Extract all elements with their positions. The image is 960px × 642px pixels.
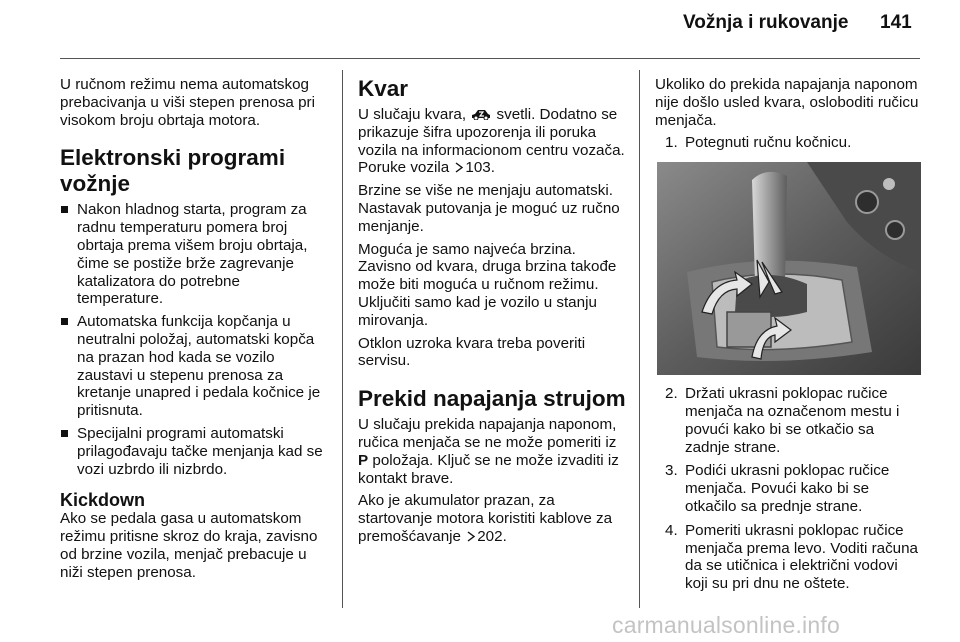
service-paragraph: Otklon uzroka kvara treba poveriti servisu.	[358, 334, 586, 370]
heading-power-failure: Prekid napajanja strujom	[358, 386, 626, 412]
step-item	[655, 522, 921, 593]
bullet-text: Specijalni programi automatski prilagođavaju tačke menjanja kad se vozi uzbrdo ili nizbrdo.	[77, 424, 323, 478]
heading-kickdown: Kickdown	[60, 490, 146, 511]
step-number: 2.	[665, 385, 678, 403]
reference-page: 103.	[465, 159, 495, 177]
intro-paragraph: U ručnom režimu nema automatskog prebacivanja u viši stepen prenosa pri visokom broju obrtaja motora.	[60, 76, 315, 129]
heading-electronic-programs: Elektronski programi vožnje	[60, 145, 286, 197]
step-number: 3.	[665, 462, 678, 480]
header-divider	[60, 58, 920, 59]
release-intro-paragraph: Ukoliko do prekida napajanja naponom nije došlo usled kvara, osloboditi ručicu menjača.	[655, 76, 919, 129]
step-text: Podići ukrasni poklopac ručice menjača. Povući kako bi se otkačilo sa prednje strane.	[685, 462, 890, 515]
bullet-text: Nakon hladnog starta, program za radnu temperaturu pomera broj obrtaja prema višem broju obrtaja, čime se postiže brže zagrevanje katalizatora do potrebne temperature.	[77, 201, 308, 308]
bullet-square-icon	[61, 318, 68, 325]
gear-limit-paragraph: Moguća je samo najveća brzina. Zavisno od kvara, druga brzina takođe može biti moguća u ručnom režimu. Uključiti samo kad je vozilo u stanju mirovanja.	[358, 240, 617, 329]
column-3	[655, 76, 921, 599]
bullet-list	[60, 201, 328, 478]
step-number: 1.	[665, 134, 678, 152]
kickdown-paragraph: Ako se pedala gasa u automatskom režimu pritisne skroz do kraja, zavisno od brzine vozila, menjač prebacuje u niži stepen prenosa.	[60, 510, 318, 581]
gear-lever-photo	[657, 162, 921, 375]
step-item	[655, 385, 921, 456]
watermark: carmanualsonline.info	[612, 612, 840, 638]
fault-text-a: U slučaju kvara,	[358, 106, 467, 123]
page-reference-icon	[466, 531, 476, 542]
column-1	[60, 76, 328, 587]
jump-start-paragraph	[358, 492, 626, 545]
list-item	[60, 313, 328, 420]
page-reference-icon	[454, 162, 464, 173]
manual-shift-paragraph: Brzine se više ne menjaju automatski. Nastavak putovanja je moguć uz ručno menjanje.	[358, 182, 620, 235]
list-item	[60, 201, 328, 308]
jump-start-text: Ako je akumulator prazan, za startovanje motora koristiti kablove za premošćavanje	[358, 492, 613, 545]
page-number: 141	[880, 12, 912, 33]
column-divider-2	[639, 70, 640, 608]
power-failure-text-b: položaja. Ključ se ne može izvaditi iz kontakt brave.	[358, 451, 619, 487]
steps-list-top	[655, 134, 921, 152]
power-failure-text-a: U slučaju prekida napajanja naponom, ručica menjača se ne može pomeriti iz	[358, 416, 617, 451]
section-title: Vožnja i rukovanje	[683, 12, 849, 33]
column-2	[358, 76, 626, 551]
step-item	[655, 134, 921, 152]
column-divider-1	[342, 70, 343, 608]
steps-list-bottom	[655, 385, 921, 593]
car-warning-icon	[470, 108, 492, 120]
step-item	[655, 462, 921, 515]
step-text: Pomeriti ukrasni poklopac ručice menjača prema levo. Voditi računa da se utičnica i električni vodovi koji su pri dnu ne oštete.	[685, 521, 919, 593]
bullet-square-icon	[61, 430, 68, 437]
list-item	[60, 425, 328, 478]
step-number: 4.	[665, 521, 678, 539]
heading-fault: Kvar	[358, 76, 409, 101]
step-text: Potegnuti ručnu kočnicu.	[685, 134, 852, 152]
bullet-text: Automatska funkcija kopčanja u neutralni položaj, automatski kopča na prazan hod kada se vozilo zaustavi u stepenu prenosa za kretanje unapred i pedala kočnice je pritisnuta.	[77, 313, 321, 420]
fault-text-b: svetli. Dodatno se prikazuje šifra upozorenja ili poruka vozila na informacionom centru vozača. Poruke vozila	[358, 106, 625, 177]
bullet-square-icon	[61, 206, 68, 213]
power-failure-paragraph	[358, 416, 626, 487]
park-position-label: P	[358, 451, 369, 469]
reference-page: 202.	[477, 527, 507, 545]
step-text: Držati ukrasni poklopac ručice menjača na označenom mestu i povući kako bi se otkačio sa zadnje strane.	[685, 385, 900, 456]
fault-paragraph	[358, 106, 626, 177]
